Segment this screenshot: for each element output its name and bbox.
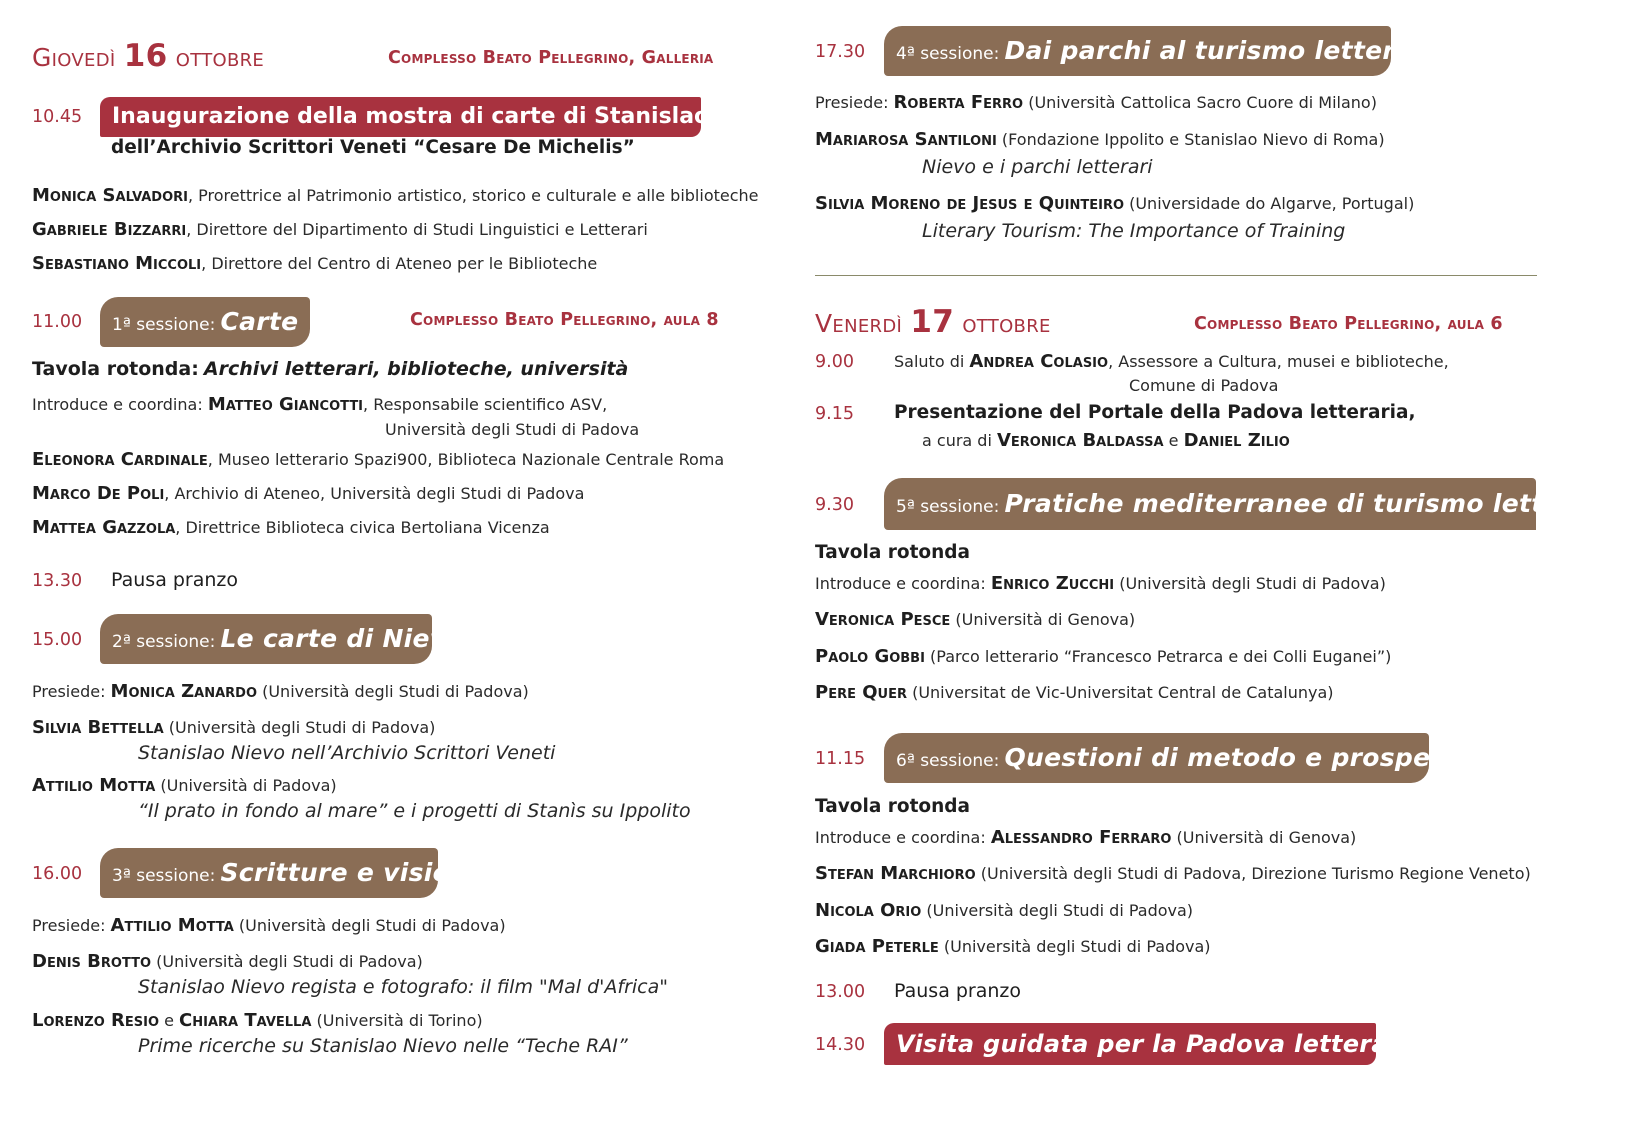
- day-2-number: 17: [910, 304, 955, 340]
- s6-tavola: Tavola rotonda: [815, 796, 971, 817]
- s4-talk-speaker: Mariarosa Santiloni (Fondazione Ippolito e Stanislao Nievo di Roma): [815, 129, 1385, 150]
- s4-time: 17.30: [815, 42, 866, 62]
- s2-talk-speaker: Attilio Motta (Università di Padova): [32, 775, 337, 796]
- s6-time: 11.15: [815, 749, 866, 769]
- inaug-speaker: Sebastiano Miccoli, Direttore del Centro di Ateneo per le Biblioteche: [32, 253, 598, 274]
- inaug-speaker: Monica Salvadori, Prorettrice al Patrimonio artistico, storico e culturale e alle biblioteche: [32, 185, 759, 206]
- inaug-subtitle: dell’Archivio Scrittori Veneti “Cesare De Michelis”: [111, 137, 635, 158]
- s1-tavola: Tavola rotonda: Archivi letterari, biblioteche, università: [32, 358, 629, 380]
- s6-speaker: Nicola Orio (Università degli Studi di Padova): [815, 900, 1194, 921]
- visit-banner: Visita guidata per la Padova letteraria: [884, 1023, 1376, 1065]
- s4-chair: Presiede: Roberta Ferro (Università Cattolica Sacro Cuore di Milano): [815, 92, 1377, 113]
- s1-intro: Introduce e coordina: Matteo Giancotti, Responsabile scientifico ASV,: [32, 394, 608, 415]
- s2-banner: 2ª sessione: Le carte di Nievo: [100, 614, 432, 664]
- day-divider: [815, 275, 1537, 276]
- s5-speaker: Pere Quer (Universitat de Vic-Universitat Central de Catalunya): [815, 682, 1334, 703]
- s2-chair: Presiede: Monica Zanardo (Università degli Studi di Padova): [32, 681, 529, 702]
- s5-banner: 5ª sessione: Pratiche mediterranee di turismo letterario: [884, 478, 1536, 530]
- s2-time: 15.00: [32, 630, 83, 650]
- s4-banner: 4ª sessione: Dai parchi al turismo letterario: [884, 26, 1391, 76]
- s3-talk-speakers: Lorenzo Resio e Chiara Tavella (Università di Torino): [32, 1010, 483, 1031]
- s3-talk-speaker: Denis Brotto (Università degli Studi di Padova): [32, 951, 423, 972]
- s6-speaker: Stefan Marchioro (Università degli Studi di Padova, Direzione Turismo Regione Veneto): [815, 863, 1531, 884]
- s4-talk-title: Literary Tourism: The Importance of Training: [922, 220, 1346, 242]
- s6-intro: Introduce e coordina: Alessandro Ferraro (Università di Genova): [815, 827, 1357, 848]
- s6-banner: 6ª sessione: Questioni di metodo e prospettive: [884, 733, 1429, 783]
- day-2-suffix: ottobre: [962, 309, 1051, 338]
- day-1-venue: Complesso Beato Pellegrino, Galleria: [388, 48, 714, 68]
- inaug-speaker: Gabriele Bizzarri, Direttore del Dipartimento di Studi Linguistici e Letterari: [32, 219, 648, 240]
- portal-time: 9.15: [815, 404, 854, 424]
- s5-tavola: Tavola rotonda: [815, 542, 971, 563]
- lunch-2-time: 13.00: [815, 982, 866, 1002]
- lunch-1-label: Pausa pranzo: [111, 569, 239, 591]
- s1-intro-role-2: Università degli Studi di Padova: [385, 420, 640, 439]
- lunch-1-time: 13.30: [32, 571, 83, 591]
- s1-venue: Complesso Beato Pellegrino, aula 8: [410, 310, 719, 330]
- visit-time: 14.30: [815, 1035, 866, 1055]
- s2-talk-title: “Il prato in fondo al mare” e i progetti di Stanìs su Ippolito: [138, 800, 691, 822]
- s6-speaker: Giada Peterle (Università degli Studi di Padova): [815, 936, 1211, 957]
- s4-talk-speaker: Silvia Moreno de Jesus e Quinteiro (Universidade do Algarve, Portugal): [815, 193, 1415, 214]
- day-1-number: 16: [123, 38, 168, 74]
- s2-talk-speaker: Silvia Bettella (Università degli Studi di Padova): [32, 717, 436, 738]
- s1-banner: 1ª sessione: Carte: [100, 297, 310, 347]
- portal-title: Presentazione del Portale della Padova letteraria,: [894, 402, 1416, 423]
- s1-speaker: Mattea Gazzola, Direttrice Biblioteca civica Bertoliana Vicenza: [32, 517, 550, 538]
- s4-talk-title: Nievo e i parchi letterari: [922, 156, 1153, 178]
- s5-intro: Introduce e coordina: Enrico Zucchi (Università degli Studi di Padova): [815, 573, 1386, 594]
- s3-talk-title: Stanislao Nievo regista e fotografo: il film "Mal d'Africa": [138, 976, 668, 998]
- day-1-suffix: ottobre: [175, 43, 265, 72]
- s3-chair: Presiede: Attilio Motta (Università degli Studi di Padova): [32, 915, 506, 936]
- day-2-prefix: Venerdì: [815, 309, 903, 338]
- s5-speaker: Veronica Pesce (Università di Genova): [815, 609, 1136, 630]
- day-2-venue: Complesso Beato Pellegrino, aula 6: [1194, 314, 1503, 334]
- s1-speaker: Marco De Poli, Archivio di Ateneo, Università degli Studi di Padova: [32, 483, 585, 504]
- s1-speaker: Eleonora Cardinale, Museo letterario Spazi900, Biblioteca Nazionale Centrale Roma: [32, 449, 725, 470]
- s1-time: 11.00: [32, 312, 83, 332]
- greet-time: 9.00: [815, 352, 854, 372]
- s3-talk-title: Prime ricerche su Stanislao Nievo nelle “Teche RAI”: [138, 1035, 628, 1057]
- s3-banner: 3ª sessione: Scritture e visioni: [100, 848, 438, 898]
- s2-talk-title: Stanislao Nievo nell’Archivio Scrittori Veneti: [138, 742, 556, 764]
- day-1-heading: [32, 38, 264, 74]
- day-1-prefix: Giovedì: [32, 43, 116, 72]
- day-1-column: [0, 0, 790, 1132]
- lunch-2-label: Pausa pranzo: [894, 980, 1022, 1002]
- greet-role-2: Comune di Padova: [1129, 376, 1279, 395]
- day-2-heading: [815, 304, 1051, 340]
- inaug-banner: [100, 97, 788, 137]
- portal-curators: a cura di Veronica Baldassa e Daniel Zilio: [922, 430, 1290, 451]
- s3-time: 16.00: [32, 864, 83, 884]
- s5-speaker: Paolo Gobbi (Parco letterario “Francesco Petrarca e dei Colli Euganei”): [815, 646, 1392, 667]
- s5-time: 9.30: [815, 495, 854, 515]
- greet-line: Saluto di Andrea Colasio, Assessore a Cultura, musei e biblioteche,: [894, 351, 1449, 372]
- inaug-title: Inaugurazione della mostra di carte di Stanislao Nievo: [112, 104, 788, 129]
- inaug-time: 10.45: [32, 107, 83, 127]
